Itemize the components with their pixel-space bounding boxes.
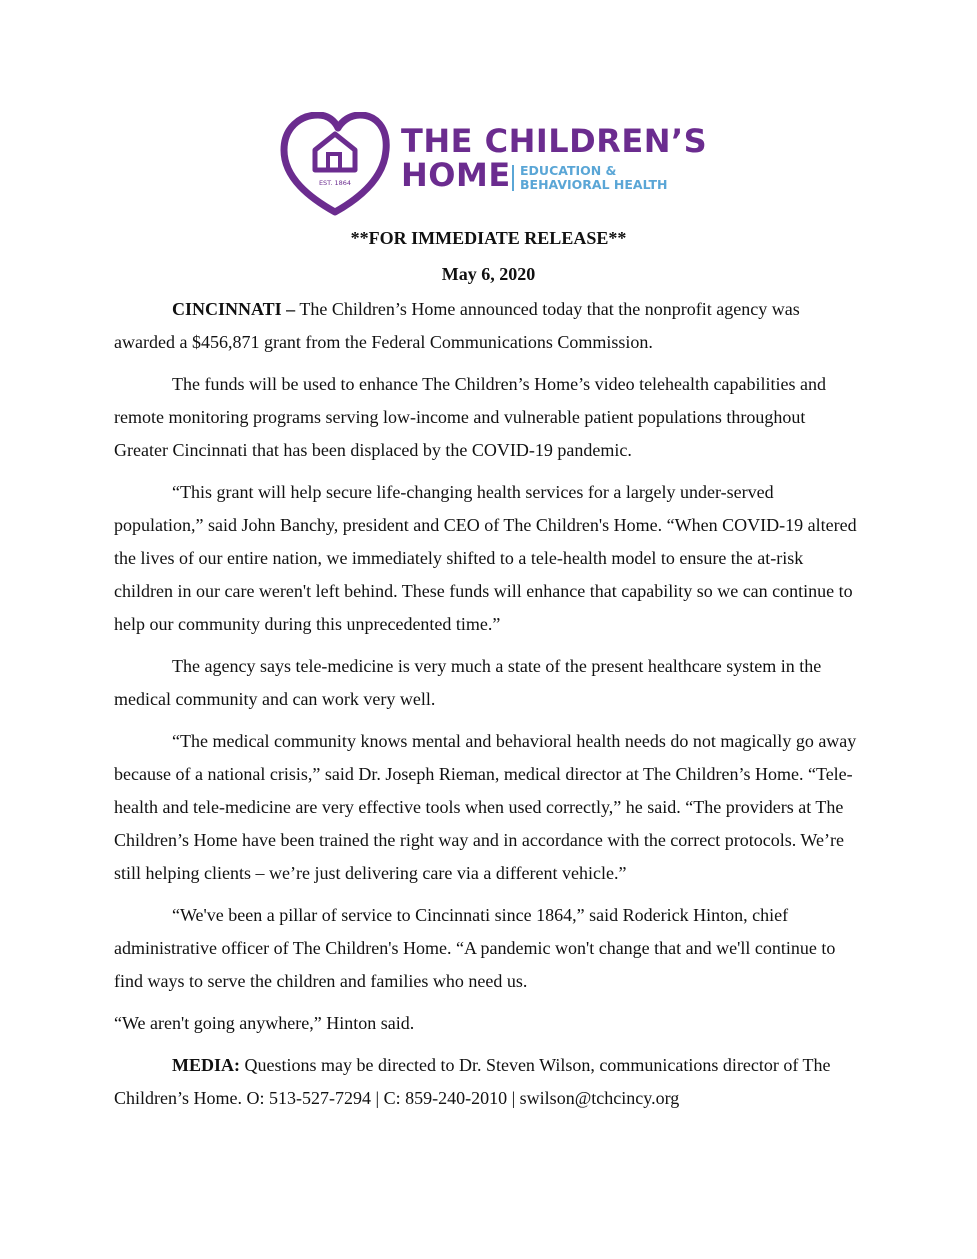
logo-divider: [512, 165, 514, 191]
paragraph-funds: The funds will be used to enhance The Children’s Home’s video telehealth capabilities and remote monitoring programs serving low-income and vulnerable patient populations throughout Greater Cincinnati that has been displaced by the COVID-19 pandemic.: [114, 374, 826, 460]
media-label: MEDIA:: [172, 1055, 240, 1075]
logo-title: THE CHILDREN’S: [401, 122, 708, 160]
press-release-body: [114, 293, 862, 1124]
intro-text: The Children’s Home announced today that the nonprofit agency was awarded a $456,871 grant from the Federal Communications Commission.: [114, 299, 800, 352]
paragraph-banchy-quote: “This grant will help secure life-changing health services for a largely under-served population,” said John Banchy, president and CEO of The Children's Home. “When COVID-19 altered the lives of our entire nation, we immediately shifted to a tele-health model to ensure the at-risk children in our care weren't left behind. These funds will enhance that capability so we can continue to help our community during this unprecedented time.”: [114, 482, 857, 634]
paragraph-hinton-closing: “We aren't going anywhere,” Hinton said.: [114, 1013, 415, 1033]
release-date: May 6, 2020: [441, 264, 536, 284]
paragraph-telemedicine: The agency says tele-medicine is very much a state of the present healthcare system in the medical community and can work very well.: [114, 656, 822, 709]
heart-house-icon: [280, 112, 400, 216]
logo-subtitle: [520, 164, 667, 192]
media-contact-text: Questions may be directed to Dr. Steven Wilson, communications director of The Children’s Home. O: 513-527-7294 | C: 859-240-2010 | swilson@tchcincy.org: [114, 1055, 831, 1108]
paragraph-hinton-quote: “We've been a pillar of service to Cincinnati since 1864,” said Roderick Hinton, chief administrative officer of The Children's Home. “A pandemic won't change that and we'll continue to find ways to serve the children and families who need us.: [114, 905, 836, 991]
release-heading: **FOR IMMEDIATE RELEASE**: [350, 228, 627, 248]
logo-subtitle-line2: BEHAVIORAL HEALTH: [520, 177, 668, 192]
logo-subtitle-line1: EDUCATION &: [520, 163, 617, 178]
paragraph-rieman-quote: “The medical community knows mental and behavioral health needs do not magically go away because of a national crisis,” said Dr. Joseph Rieman, medical director at The Children’s Home. “Tele-health and tele-medicine are very effective tools when used correctly,” he said. “The providers at The Children’s Home have been trained the right way and in accordance with the correct protocols. We’re still helping clients – we’re just delivering care via a different vehicle.”: [114, 731, 857, 883]
organization-logo: [280, 112, 708, 216]
logo-home: HOME: [401, 156, 511, 194]
dateline: CINCINNATI –: [172, 299, 296, 319]
paragraph-intro: [114, 293, 862, 359]
logo-est-text: EST. 1864: [318, 179, 352, 187]
paragraph-media-contact: [114, 1049, 862, 1115]
